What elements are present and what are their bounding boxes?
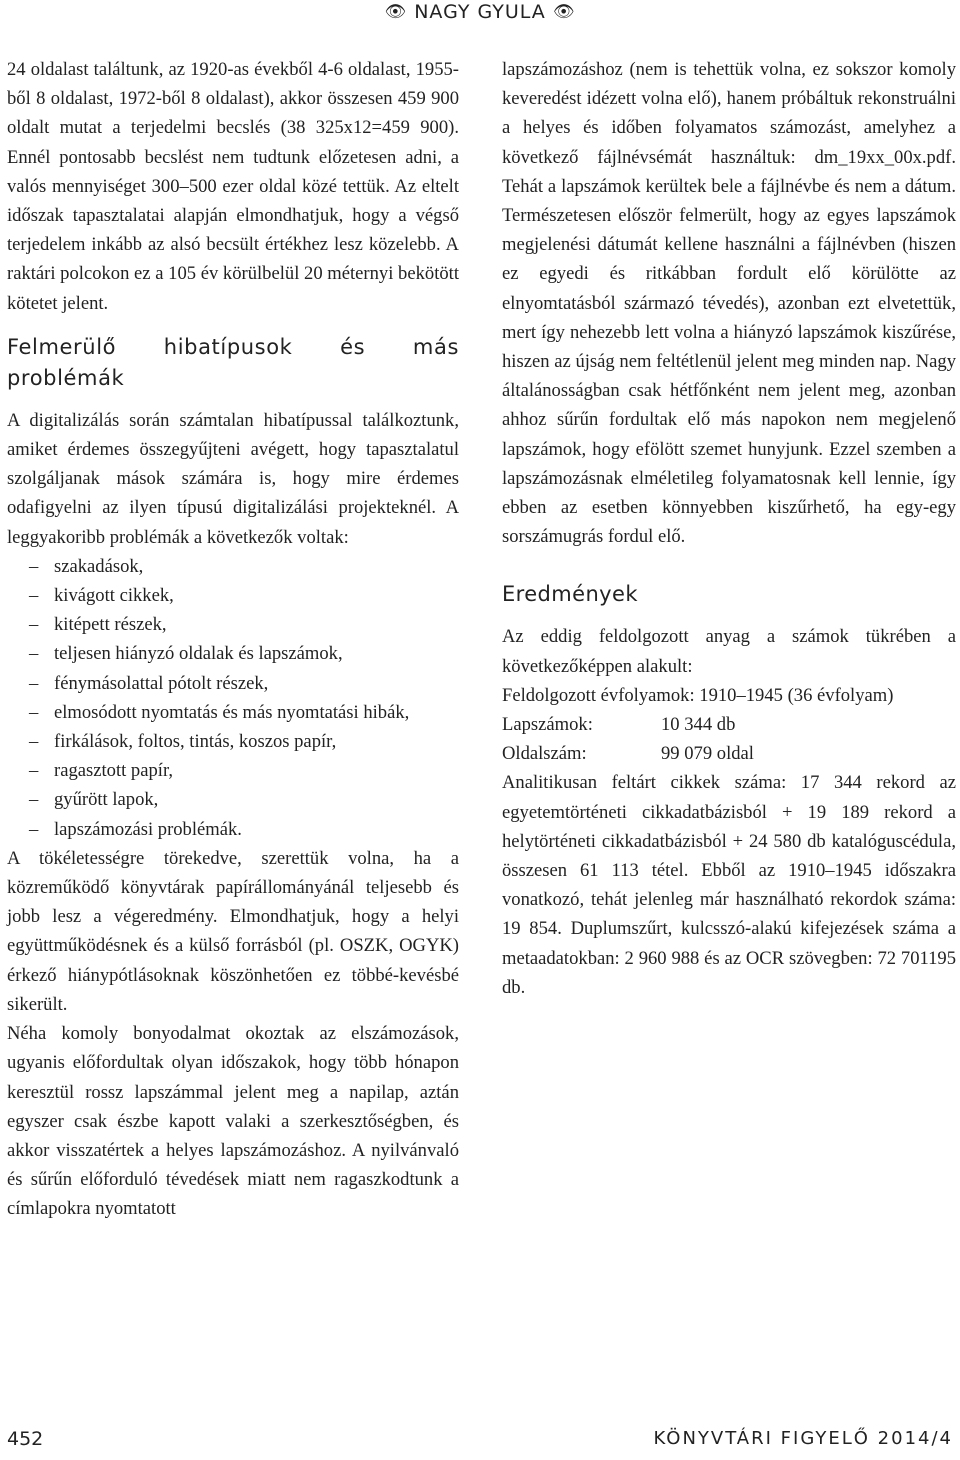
numbering-continued-paragraph: lapszámozáshoz (nem is tehettük volna, ez sokszor komoly keveredést idézett volna elő), hanem próbáltuk rekonstruálni a helyes és időben folyamatos számozást, amelyhez a következő fájlnévsémát használtuk: dm_19xx_00x.pdf. Tehát a lapszámok kerültek bele a fájlnévbe és nem a dátum. Természetesen először felmerült, hogy az egyes lapszámok megjelenési dátumát kellene használni a fájlnévben (hiszen ez egyedi és ritkábban fordult elő körülötte az elnyomtatásból származó tévedés), azonban ezt elvetettük, mert így nehezebb lett volna a hiányzó lapszámok kiszűrése, hiszen az újság nem feltétlenül jelent meg minden nap. Nagy általánosságban csak hétfőnként nem jelent meg, azonban ahhoz sűrűn fordultak elő más napokon nem megjelenő lapszámok, hogy efölött szemet hunyjunk. Ezzel szemben a lapszámozásnak elméletileg folyamatosnak kell lennie, így ebben az esetben könnyebben kiszűrhető, ha egy-egy sorszámugrás fordul elő.: [502, 59, 956, 548]
list-item: – ragasztott papír,: [7, 756, 459, 785]
list-item: – teljesen hiányzó oldalak és lapszámok,: [7, 639, 459, 668]
page-number: 452: [7, 1428, 44, 1450]
issues-value: 10 344 db: [661, 714, 736, 736]
results-intro-paragraph: Az eddig feldolgozott anyag a számok tükrében a következőképpen alakult:: [502, 626, 956, 677]
right-column: [502, 55, 956, 1002]
eye-icon: 👁: [552, 2, 576, 22]
list-item: – lapszámozási problémák.: [7, 815, 459, 844]
list-item: – kivágott cikkek,: [7, 581, 459, 610]
running-header: [0, 0, 960, 24]
section-heading-results: Eredmények: [502, 582, 638, 607]
pages-row: [502, 739, 956, 768]
numbering-paragraph: Néha komoly bonyodalmat okoztak az elszámozások, ugyanis előfordultak olyan időszakok, hogy több hónapon keresztül rossz lapszámmal jelent meg a napilap, aztán egyszer csak észbe kapott valaki a szerkesztőségben, és akkor visszatértek a helyes lapszámozáshoz. A nyilvánvaló és sűrűn előforduló tévedések miatt nem ragaszkodtunk a címlapokra nyomtatott: [7, 1023, 459, 1220]
list-item: – szakadások,: [7, 552, 459, 581]
processed-years-line: Feldolgozott évfolyamok: 1910–1945 (36 évfolyam): [502, 684, 894, 706]
pages-value: 99 079 oldal: [661, 743, 754, 765]
list-item: – elmosódott nyomtatás és más nyomtatási hibák,: [7, 698, 459, 727]
list-item: – kitépett részek,: [7, 610, 459, 639]
issues-label: Lapszámok:: [502, 714, 593, 736]
section-heading-problems: Felmerülő hibatípusok és más problémák: [7, 334, 459, 390]
intro-paragraph: 24 oldalast találtunk, az 1920-as évekből 4-6 oldalast, 1955-ből 8 oldalast, 1972-ből 8 oldalast), akkor összesen 459 900 oldalt mutat a terjedelmi becslés (38 325x12=459 900). Ennél pontosabb becslést nem tudtunk előzetesen adni, a valós mennyiséget 300–500 ezer oldal közé tettük. Az eltelt időszak tapasztalatai alapján elmondhatjuk, hogy a végső terjedelem inkább az alsó becsült értékhez lesz közelebb. A raktári polcokon ez a 105 év körülbelül 20 méternyi bekötött kötetet jelent.: [7, 59, 459, 314]
perfection-paragraph: A tökéletességre törekedve, szerettük volna, ha a közreműködő könyvtárak papírállományánál teljesebb és jobb lesz a végeredmény. Elmondhatjuk, hogy a helyi együttműködésnek és a külső forrásból (pl. OSZK, OGYK) érkező hiánypótlásoknak köszönhetően ez többé-kevésbé sikerült.: [7, 847, 459, 1015]
pages-label: Oldalszám:: [502, 743, 587, 765]
list-item: – firkálások, foltos, tintás, koszos papír,: [7, 727, 459, 756]
records-paragraph: Analitikusan feltárt cikkek száma: 17 344 rekord az egyetemtörténeti cikkadatbázisból + 19 189 rekord a helytörténeti cikkadatbázisból + 24 580 db katalóguscédula, összesen 61 113 tétel. Ebből az 1910–1945 időszakra vonatkozó, tehát jelenleg már használható rekordok száma: 19 854. Duplumszűrt, kulcsszó-alakú kifejezések száma a metaadatokban: 2 960 988 és az OCR szövegben: 72 701195 db.: [502, 772, 956, 998]
eye-icon: 👁: [384, 2, 408, 22]
list-item: – gyűrött lapok,: [7, 785, 459, 814]
list-item: – fénymásolattal pótolt részek,: [7, 669, 459, 698]
problem-list: [7, 552, 459, 844]
journal-title: KÖNYVTÁRI FIGYELŐ 2014/4: [653, 1428, 953, 1449]
author-name: NAGY GYULA: [414, 1, 546, 23]
left-column: [7, 55, 459, 1224]
problems-paragraph: A digitalizálás során számtalan hibatípussal találkoztunk, amiket érdemes összegyűjteni avégett, hogy tapasztalatul szolgáljanak mások számára is, hogy mire érdemes odafigyelni az ilyen típusú digitalizálási projekteknél. A leggyakoribb problémák a következők voltak:: [7, 409, 459, 548]
issues-row: [502, 710, 956, 739]
